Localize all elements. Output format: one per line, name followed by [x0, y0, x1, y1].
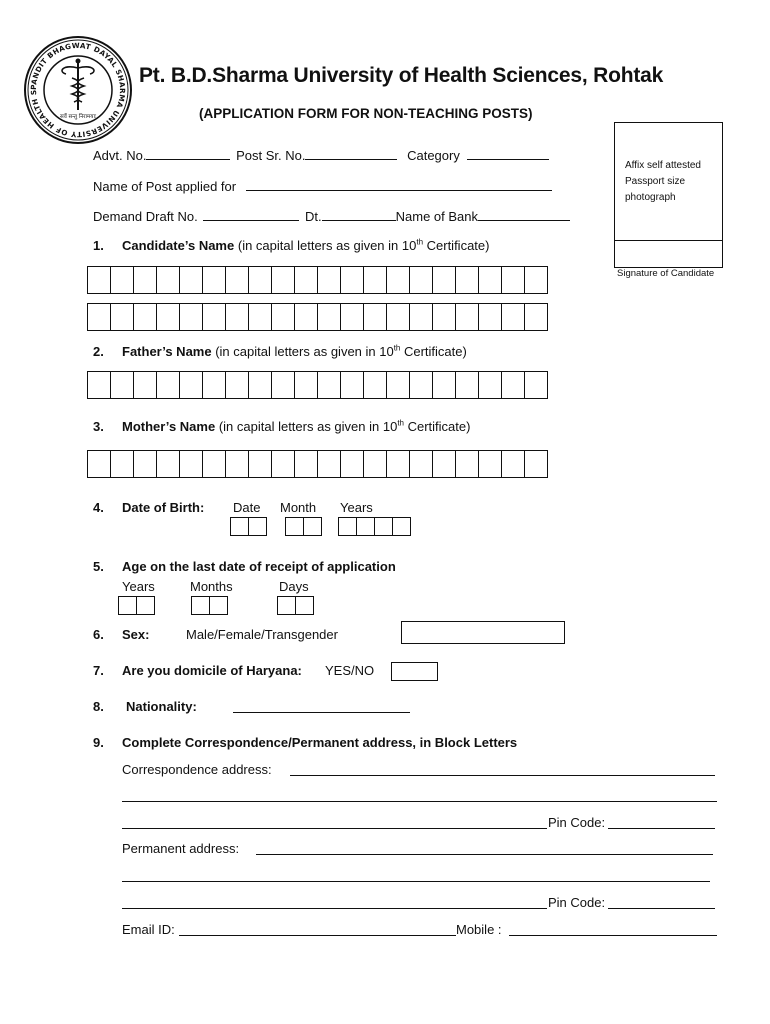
mother-name-label: Mother’s Name — [122, 419, 216, 434]
demand-draft-line — [93, 208, 570, 224]
q6-number: 6. — [93, 627, 104, 642]
q1-note-end: Certificate) — [423, 238, 490, 253]
q3-heading — [122, 419, 470, 434]
email-field[interactable] — [179, 935, 456, 936]
age-label: Age on the last date of receipt of application — [122, 559, 396, 574]
permanent-line-1[interactable] — [256, 854, 713, 855]
photo-instruction-2: Passport size — [625, 176, 686, 187]
sex-options: Male/Female/Transgender — [186, 627, 338, 642]
candidate-name-row-1[interactable] — [87, 266, 548, 294]
sex-label: Sex: — [122, 627, 150, 642]
correspondence-line-2[interactable] — [122, 801, 717, 802]
dob-date-label: Date — [233, 500, 261, 515]
photo-instruction-3: photograph — [625, 192, 676, 203]
svg-text:सर्वे सन्तु निरामयाः: सर्वे सन्तु निरामयाः — [60, 114, 96, 120]
name-of-post-label: Name of Post applied for — [93, 179, 237, 194]
q3-number: 3. — [93, 419, 104, 434]
dob-date-boxes[interactable] — [230, 517, 267, 536]
q1-heading — [122, 238, 489, 253]
age-days-boxes[interactable] — [277, 596, 314, 615]
q9-number: 9. — [93, 735, 104, 750]
photo-instruction-1: Affix self attested — [625, 160, 701, 171]
correspondence-label: Correspondence address: — [122, 762, 272, 777]
dt-label: Dt. — [305, 209, 322, 224]
correspondence-pin-field[interactable] — [608, 828, 715, 829]
dob-month-boxes[interactable] — [285, 517, 322, 536]
age-months-boxes[interactable] — [191, 596, 228, 615]
domicile-field[interactable] — [391, 662, 438, 681]
q3-note-end: Certificate) — [403, 419, 471, 434]
mobile-label: Mobile : — [456, 922, 502, 937]
demand-draft-label: Demand Draft No. — [93, 209, 198, 224]
q2-note-end: Certificate) — [400, 344, 467, 359]
category-field[interactable] — [467, 147, 549, 160]
candidate-name-row-2[interactable] — [87, 303, 548, 331]
university-seal-icon — [22, 34, 134, 146]
q1-number: 1. — [93, 238, 104, 253]
q3-note-th: th — [397, 418, 404, 428]
university-logo — [22, 34, 134, 146]
post-sr-no-label: Post Sr. No. — [236, 148, 306, 163]
domicile-options: YES/NO — [325, 663, 375, 678]
nationality-label: Nationality: — [126, 699, 197, 714]
permanent-line-2[interactable] — [122, 881, 710, 882]
q3-note: (in capital letters as given in 10 — [218, 419, 398, 434]
page-title: Pt. B.D.Sharma University of Health Sciences, Rohtak — [139, 64, 664, 87]
dob-years-label: Years — [340, 500, 373, 515]
dt-field[interactable] — [322, 208, 396, 221]
q2-number: 2. — [93, 344, 104, 359]
category-label: Category — [407, 148, 460, 163]
post-line — [93, 178, 552, 194]
permanent-label: Permanent address: — [122, 841, 240, 856]
age-months-label: Months — [190, 579, 233, 594]
q2-note: (in capital letters as given in 10 — [215, 344, 394, 359]
q5-number: 5. — [93, 559, 104, 574]
age-days-label: Days — [279, 579, 309, 594]
nationality-field[interactable] — [233, 712, 410, 713]
advt-no-label: Advt. No. — [93, 148, 147, 163]
q7-number: 7. — [93, 663, 104, 678]
mother-name-row[interactable] — [87, 450, 548, 478]
post-sr-no-field[interactable] — [305, 147, 397, 160]
age-years-label: Years — [122, 579, 155, 594]
signature-label: Signature of Candidate — [617, 268, 715, 279]
permanent-pin-field[interactable] — [608, 908, 715, 909]
q1-note-th: th — [416, 237, 424, 247]
advt-no-field[interactable] — [146, 147, 230, 160]
q8-number: 8. — [93, 699, 104, 714]
bank-field[interactable] — [478, 208, 570, 221]
correspondence-line-1[interactable] — [290, 775, 715, 776]
address-heading: Complete Correspondence/Permanent address, in Block Letters — [122, 735, 518, 750]
candidate-name-label: Candidate’s Name — [122, 238, 235, 253]
sex-field[interactable] — [401, 621, 565, 644]
age-years-boxes[interactable] — [118, 596, 155, 615]
q2-note-th: th — [393, 343, 401, 353]
father-name-label: Father’s Name — [122, 344, 212, 359]
form-subtitle: (APPLICATION FORM FOR NON-TEACHING POSTS) — [199, 106, 533, 121]
q4-number: 4. — [93, 500, 104, 515]
correspondence-line-3[interactable] — [122, 828, 547, 829]
name-of-post-field[interactable] — [246, 178, 552, 191]
permanent-line-3[interactable] — [122, 908, 547, 909]
email-label: Email ID: — [122, 922, 175, 937]
svg-text:PANDIT BHAGWAT DAYAL SHARMA UN: PANDIT BHAGWAT DAYAL SHARMA UNIVERSITY OF HEALTH S — [28, 40, 128, 140]
father-name-row[interactable] — [87, 371, 548, 399]
bank-label: Name of Bank — [395, 209, 479, 224]
dob-month-label: Month — [280, 500, 317, 515]
advt-line — [93, 147, 549, 163]
domicile-label: Are you domicile of Haryana: — [122, 663, 302, 678]
photo-signature-divider — [614, 240, 723, 241]
q1-note: (in capital letters as given in 10 — [237, 238, 417, 253]
dob-label: Date of Birth: — [122, 500, 205, 515]
correspondence-pin-label: Pin Code: — [548, 815, 606, 830]
permanent-pin-label: Pin Code: — [548, 895, 606, 910]
mobile-field[interactable] — [509, 935, 717, 936]
q2-heading — [122, 344, 467, 359]
demand-draft-field[interactable] — [203, 208, 299, 221]
dob-years-boxes[interactable] — [338, 517, 411, 536]
